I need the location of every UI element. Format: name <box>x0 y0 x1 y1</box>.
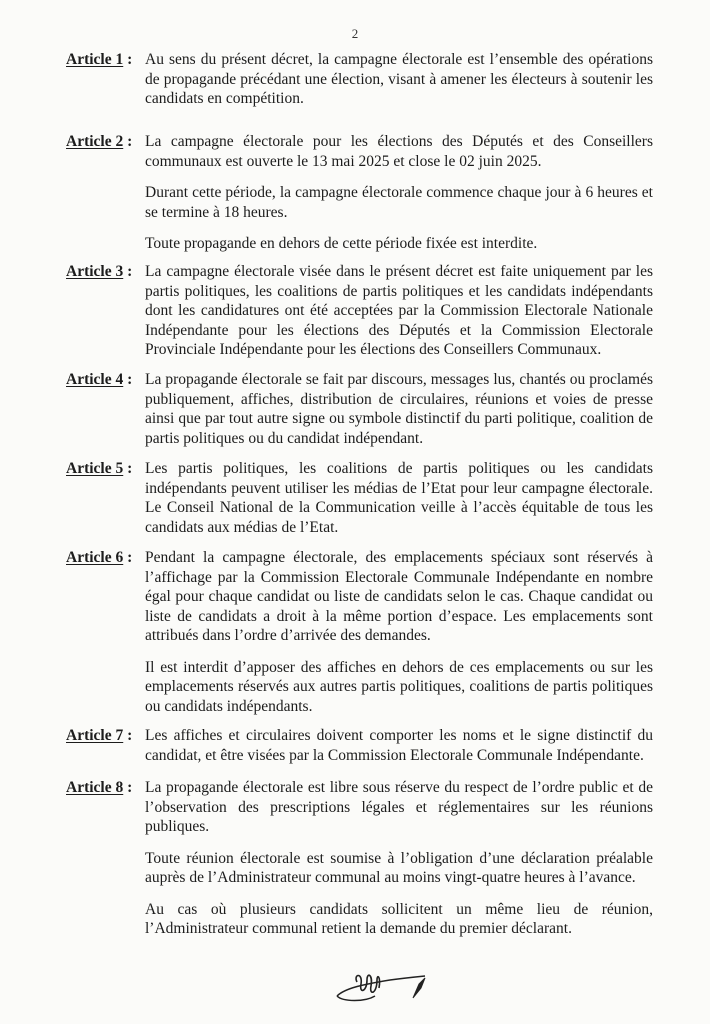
article-paragraph: La propagande électorale se fait par discours, messages lus, chantés ou proclamés publiquement, affiches, distribution de circulaires, réunions et voies de presse ainsi que par tout autre signe ou symbole distinctif du parti politique, coalition de partis politiques ou du candidat indépendant. <box>145 371 653 447</box>
article-label: Article 3 : <box>66 263 133 280</box>
article-7 <box>66 726 666 777</box>
article-label: Article 5 : <box>66 460 133 477</box>
article-paragraph: Toute réunion électorale est soumise à l’obligation d’une déclaration préalable auprès de l’Administrateur communal au moins vingt-quatre heures à l’avance. <box>145 849 653 886</box>
article-1 <box>66 50 666 121</box>
article-paragraph: La campagne électorale visée dans le présent décret est faite uniquement par les partis politiques, les coalitions de partis politiques et les candidats indépendants dont les candidatures ont été acceptées par la Commission Electorale Nationale Indépendante pour les élections des Députés et la Commission Electorale Provinciale Indépendante pour les élections des Conseillers Communaux. <box>145 263 653 358</box>
article-2 <box>66 132 666 266</box>
article-paragraph: La propagande électorale est libre sous réserve du respect de l’ordre public et de l’observation des prescriptions légales et réglementaires sur les réunions publiques. <box>145 779 653 835</box>
article-3 <box>66 262 666 372</box>
article-paragraph: Les partis politiques, les coalitions de partis politiques ou les candidats indépendants peuvent utiliser les médias de l’Etat pour leur campagne électorale. Le Conseil National de la Communication veille à l’accès équitable de tous les candidats aux médias de l’Etat. <box>145 460 653 536</box>
article-paragraph: Il est interdit d’apposer des affiches en dehors de ces emplacements ou sur les emplacements réservés aux autres partis politiques, coalitions de partis politiques ou candidats indépendants. <box>145 658 653 715</box>
article-8 <box>66 778 666 951</box>
article-paragraph: Toute propagande en dehors de cette période fixée est interdite. <box>145 235 538 252</box>
page-number: 2 <box>351 26 359 41</box>
article-label: Article 4 : <box>66 371 133 388</box>
article-paragraph: Durant cette période, la campagne électorale commence chaque jour à 6 heures et se termine à 18 heures. <box>145 184 653 221</box>
article-label: Article 8 : <box>66 779 133 796</box>
article-5 <box>66 459 666 549</box>
article-paragraph: Les affiches et circulaires doivent comporter les noms et le signe distinctif du candidat, et être visées par la Commission Electorale Communale Indépendante. <box>145 727 653 764</box>
article-4 <box>66 370 666 460</box>
article-paragraph: Pendant la campagne électorale, des emplacements spéciaux sont réservés à l’affichage par la Commission Electorale Communale Indépendante en nombre égal pour chaque candidat ou liste de candidats selon le cas. Chaque candidat ou liste de candidats a droit à la même portion d’espace. Les emplacements sont attribués dans l’ordre d’arrivée des demandes. <box>145 549 653 644</box>
article-6 <box>66 548 666 728</box>
article-label: Article 2 : <box>66 133 133 150</box>
signature-initials-icon <box>335 968 445 1008</box>
article-paragraph: Au sens du présent décret, la campagne électorale est l’ensemble des opérations de propagande précédant une élection, visant à amener les électeurs à soutenir les candidats en compétition. <box>145 51 653 107</box>
article-label: Article 6 : <box>66 549 133 566</box>
article-label: Article 1 : <box>66 51 133 68</box>
article-label: Article 7 : <box>66 727 133 744</box>
article-paragraph: Au cas où plusieurs candidats sollicitent un même lieu de réunion, l’Administrateur communal retient la demande du premier déclarant. <box>145 900 653 937</box>
article-paragraph: La campagne électorale pour les élections des Députés et des Conseillers communaux est ouverte le 13 mai 2025 et close le 02 juin 2025. <box>145 133 653 170</box>
